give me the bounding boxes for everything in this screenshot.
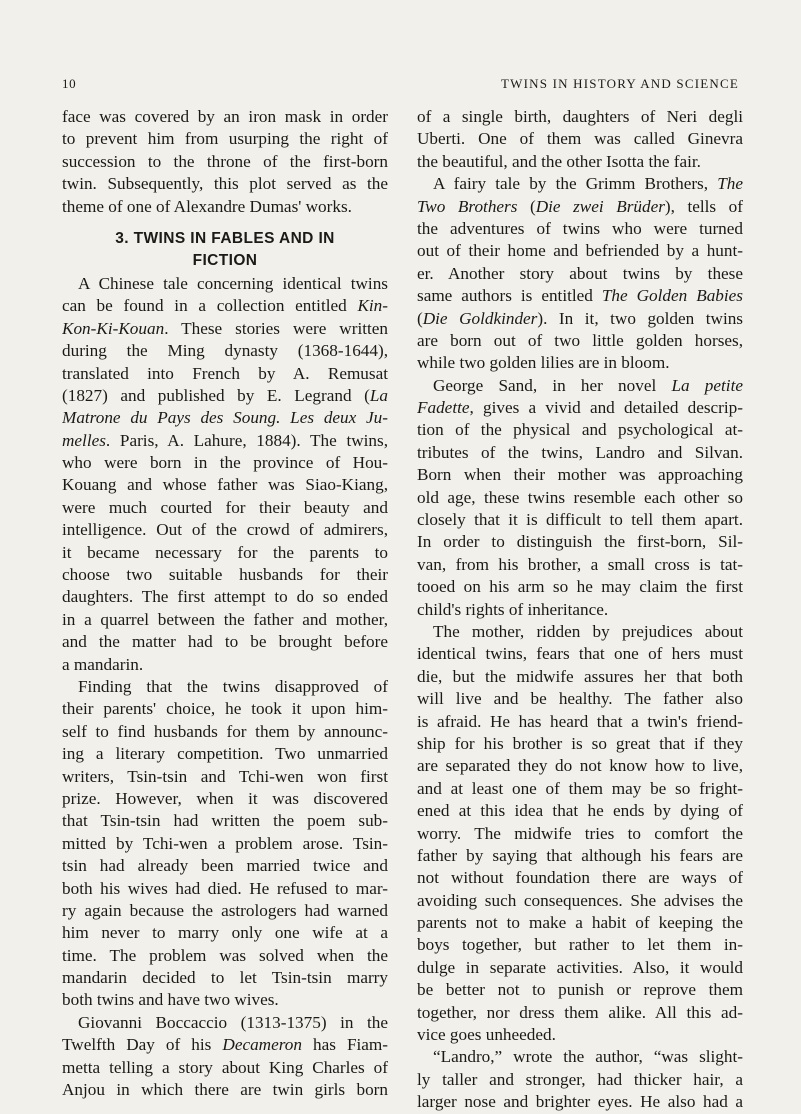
text-line: (1827) and published by E. Legrand (La	[62, 385, 388, 405]
text-line: prize. However, when it was discovered	[62, 788, 388, 808]
italic-title: Matrone du Pays des Soung. Les deux Ju-	[62, 408, 388, 428]
text-line	[62, 407, 388, 429]
paragraph-mother-and-midwife	[417, 621, 743, 1046]
text-line: identical twins, fears that one of hers must	[417, 644, 743, 664]
text-line: be better not to punish or reprove them	[417, 980, 743, 1000]
text-line: vice goes unheeded.	[417, 1025, 556, 1045]
text-line: in a quarrel between the father and mother,	[62, 609, 388, 629]
italic-title: Die Goldkinder	[422, 308, 538, 328]
right-column	[417, 106, 743, 1114]
text-line: Kouang and whose father was Siao-Kiang,	[62, 475, 388, 495]
text-line: and at least one of them may be so fright-	[417, 778, 743, 798]
text-line: The mother, ridden by prejudices about	[433, 621, 743, 641]
text-line: that Tsin-tsin had written the poem sub-	[62, 811, 388, 831]
text-line: parents not to make a habit of keeping the	[417, 913, 743, 933]
text-line: ry again because the astrologers had warned	[62, 900, 388, 920]
text-line: time. The problem was solved when the	[62, 945, 388, 965]
text-line: the adventures of twins who were turned	[417, 218, 743, 238]
text-line: A fairy tale by the Grimm Brothers, The	[433, 174, 743, 194]
italic-title: Kin-	[357, 296, 388, 316]
text-line: together, nor dress them alike. All this ad-	[417, 1002, 743, 1022]
text-line: him never to marry only one wife at a	[62, 923, 388, 943]
text-line: boys together, but rather to let them in-	[417, 935, 743, 955]
text-line: choose two suitable husbands for their	[62, 565, 388, 585]
running-head	[62, 76, 739, 96]
text-line: translated into French by A. Remusat	[62, 363, 388, 383]
text-line: tsin had already been married twice and	[62, 856, 388, 876]
italic-title: The Golden Babies	[601, 286, 743, 306]
text-line: (Die Goldkinder). In it, two golden twins	[417, 308, 743, 328]
italic-title: melles	[62, 430, 106, 450]
text-line: twin. Subsequently, this plot served as the	[62, 174, 388, 194]
text-line: Finding that the twins disapproved of	[78, 676, 388, 696]
text-line: during the Ming dynasty (1368-1644),	[62, 341, 388, 361]
text-line: were much courted for their beauty and	[62, 497, 388, 517]
text-line: both twins and have two wives.	[62, 990, 279, 1010]
text-line: are separated they do not know how to live,	[417, 756, 743, 776]
text-line: tion of the physical and psychological at-	[417, 420, 743, 440]
paragraph-george-sand	[417, 375, 743, 621]
italic-title: La	[369, 385, 388, 405]
text-line: to prevent him from usurping the right of	[62, 129, 388, 149]
text-line: Two Brothers (Die zwei Brüder), tells of	[417, 196, 743, 216]
text-line: can be found in a collection entitled Kin-	[62, 296, 388, 316]
text-line: avoiding such consequences. She advises the	[417, 890, 743, 910]
text-line: closely that it is difficult to tell them apart.	[417, 510, 743, 530]
text-line: same authors is entitled The Golden Babies	[417, 286, 743, 306]
text-line: melles. Paris, A. Lahure, 1884). The twins,	[62, 430, 388, 450]
text-line: child's rights of inheritance.	[417, 599, 609, 619]
text-line: out of their home and befriended by a hunt-	[417, 241, 743, 261]
paragraph-chinese-tale	[62, 273, 388, 676]
text-line: ened at this idea that he ends by dying of	[417, 801, 743, 821]
paragraph-neri-degli-uberti	[417, 106, 743, 173]
text-line: is afraid. He has heard that a twin's friend-	[417, 711, 743, 731]
text-line: worry. The midwife tries to comfort the	[417, 823, 743, 843]
text-line: tributes of the twins, Landro and Silvan.	[417, 442, 743, 462]
text-line: tooed on his arm so he may claim the first	[417, 577, 743, 597]
text-line: daughters. The first attempt to do so ended	[62, 587, 388, 607]
text-line: writers, Tsin-tsin and Tchi-wen won first	[62, 766, 388, 786]
italic-title: La petite	[671, 375, 743, 395]
italic-title: Decameron	[222, 1035, 302, 1055]
text-line: Uberti. One of them was called Ginevra	[417, 129, 743, 149]
section-heading-line: FICTION	[192, 251, 258, 269]
text-line: metta telling a story about King Charles of	[62, 1057, 388, 1077]
text-line: Twelfth Day of his Decameron has Fiam-	[62, 1035, 388, 1055]
paragraph-literary-competition	[62, 676, 388, 1012]
text-line: Giovanni Boccaccio (1313-1375) in the	[78, 1012, 388, 1032]
text-line: George Sand, in her novel La petite	[433, 375, 743, 395]
text-line: Kon-Ki-Kouan. These stories were written	[62, 318, 388, 338]
text-line: of a single birth, daughters of Neri degli	[417, 107, 743, 126]
text-line: are born out of two little golden horses,	[417, 330, 743, 350]
text-line: succession to the throne of the first-born	[62, 151, 388, 171]
section-heading	[62, 228, 388, 272]
text-line: theme of one of Alexandre Dumas' works.	[62, 196, 352, 216]
text-line: die, but the midwife assures her that both	[417, 666, 743, 686]
italic-title: The	[717, 174, 743, 194]
italic-title: Die zwei Brüder	[535, 196, 665, 216]
text-line: while two golden lilies are in bloom.	[417, 353, 670, 373]
text-line: father by saying that although his fears are	[417, 845, 743, 865]
text-line: the beautiful, and the other Isotta the fair.	[417, 151, 701, 171]
text-line: intelligence. Out of the crowd of admirers,	[62, 520, 388, 540]
text-line: ing a literary competition. Two unmarried	[62, 744, 388, 764]
running-title: TWINS IN HISTORY AND SCIENCE	[501, 76, 739, 91]
left-column	[62, 106, 388, 1101]
text-line: van, from his brother, a small cross is tat-	[417, 554, 743, 574]
text-line: self to find husbands for them by announc-	[62, 721, 388, 741]
paragraph-grimm-brothers	[417, 173, 743, 375]
text-line: a mandarin.	[62, 654, 144, 674]
text-line: their parents' choice, he took it upon him-	[62, 699, 388, 719]
text-line: old age, these twins resemble each other so	[417, 487, 743, 507]
text-line: not without foundation there are ways of	[417, 868, 743, 888]
text-line: In order to distinguish the first-born, Sil-	[417, 532, 743, 552]
italic-title: Fadette	[417, 398, 470, 418]
text-line: both his wives had died. He refused to mar-	[62, 878, 388, 898]
text-line: and the matter had to be brought before	[62, 632, 388, 652]
text-line: Fadette, gives a vivid and detailed descrip-	[417, 398, 743, 418]
text-line: face was covered by an iron mask in order	[62, 107, 388, 126]
text-line: “Landro,” wrote the author, “was slight-	[433, 1047, 743, 1067]
page-number: 10	[62, 76, 77, 91]
text-line: Born when their mother was approaching	[417, 465, 743, 485]
text-line: er. Another story about twins by these	[417, 263, 743, 283]
text-line: larger nose and brighter eyes. He also had a	[417, 1092, 743, 1112]
text-line: ship for his brother is so great that if they	[417, 733, 743, 753]
section-heading-line: 3. TWINS IN FABLES AND IN	[115, 229, 335, 247]
text-line: it became necessary for the parents to	[62, 542, 388, 562]
text-line: A Chinese tale concerning identical twins	[78, 273, 388, 293]
text-line: who were born in the province of Hou-	[62, 453, 388, 473]
text-line: will live and be healthy. The father also	[417, 689, 743, 709]
paragraph-boccaccio	[62, 1012, 388, 1102]
text-line: ly taller and stronger, had thicker hair, a	[417, 1069, 743, 1089]
text-line: dulge in separate activities. Also, it would	[417, 957, 743, 977]
paragraph-iron-mask	[62, 106, 388, 218]
italic-title: Two Brothers	[417, 196, 518, 216]
text-line: Anjou in which there are twin girls born	[62, 1080, 388, 1100]
text-line: mitted by Tchi-wen a problem arose. Tsin-	[62, 833, 388, 853]
paragraph-landro-quote	[417, 1046, 743, 1113]
italic-title: Kon-Ki-Kouan	[62, 318, 165, 338]
text-line: mandarin decided to let Tsin-tsin marry	[62, 968, 388, 988]
